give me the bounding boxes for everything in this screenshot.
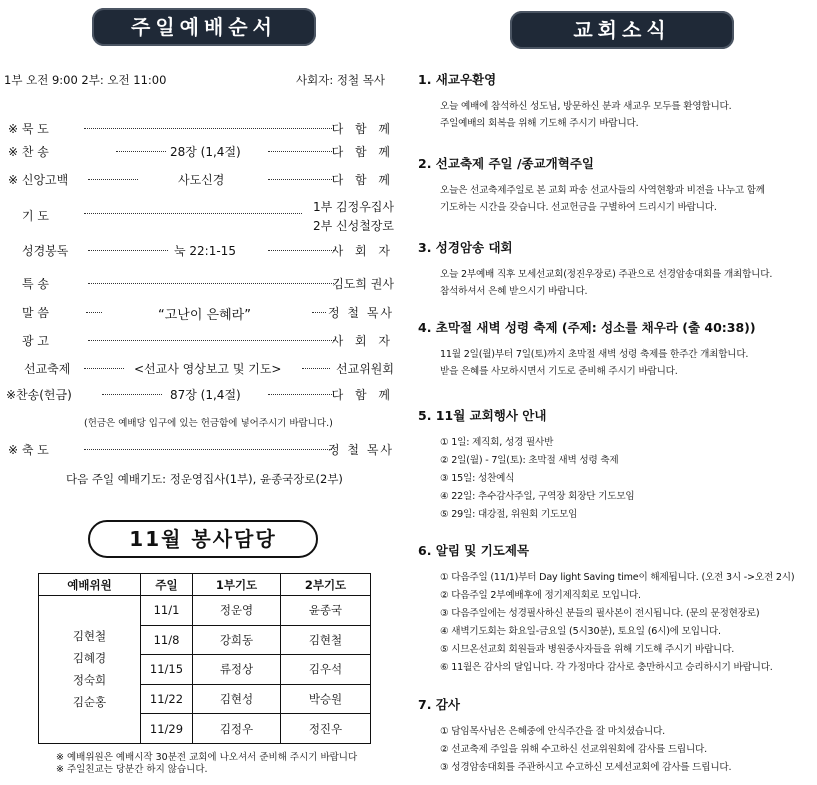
duty-date: 11/8 [141, 625, 193, 655]
list-item: ③ 성경암송대회를 주관하시고 수고하신 모세선교회에 감사를 드립니다. [440, 762, 732, 773]
news-section-events [418, 406, 808, 524]
section-line: 받을 은혜를 사모하시면서 기도로 준비해 주시기 바랍니다. [440, 366, 678, 377]
news-section-thanks [418, 695, 808, 777]
duty-header: 2부기도 [281, 574, 371, 596]
duty-prayer-1: 김정우 [193, 714, 281, 744]
order-responsible-2: 2부 신성철장로 [312, 219, 394, 233]
committee-member: 김순홍 [72, 695, 107, 710]
order-row [6, 275, 394, 291]
order-label: ※ 묵 도 [8, 122, 49, 136]
news-section-announcements [418, 541, 808, 677]
worship-order-title: 주일예배순서 [92, 8, 316, 46]
leader-dots [116, 143, 166, 152]
order-responsible: 다 함 께 [331, 122, 394, 136]
duty-prayer-1: 김현성 [193, 684, 281, 714]
leader-dots [88, 332, 334, 341]
duty-header: 1부기도 [193, 574, 281, 596]
leader-dots [302, 360, 330, 369]
section-heading: 1. 새교우환영 [418, 72, 497, 87]
duty-prayer-2: 정진우 [281, 714, 371, 744]
list-item: ③ 15일: 성찬예식 [440, 473, 515, 484]
order-row [6, 360, 394, 376]
list-item: ② 다음주일 2부예배후에 정기제직회로 모입니다. [440, 590, 641, 601]
order-label: ※찬송(헌금) [6, 388, 72, 402]
order-label: ※ 신앙고백 [8, 173, 69, 187]
section-heading: 4. 초막절 새벽 성령 축제 (주제: 성소를 채우라 (출 40:38)) [418, 320, 756, 335]
duty-date: 11/29 [141, 714, 193, 744]
order-responsible: 1부 김정우집사 [312, 200, 394, 214]
duty-notes [56, 752, 357, 776]
section-heading: 6. 알림 및 기도제목 [418, 543, 530, 558]
leader-dots [102, 386, 162, 395]
presider: 사회자: 정철 목사 [296, 73, 385, 87]
news-section-mission-festival [418, 154, 808, 216]
leader-dots [88, 242, 168, 251]
committee-member: 김현철 [72, 629, 107, 644]
list-item: ③ 다음주일에는 성경필사하신 분들의 필사본이 전시됩니다. (문의 문정현장로) [440, 608, 760, 619]
duty-prayer-1: 정운영 [193, 596, 281, 626]
church-news-title: 교회소식 [510, 11, 734, 49]
order-responsible: 다 함 께 [331, 388, 394, 402]
order-row [6, 441, 394, 457]
section-line: 오늘은 선교축제주일로 본 교회 파송 선교사들의 사역현황과 비전을 나누고 함께 [440, 185, 765, 196]
section-line: 오늘 2부예배 직후 모세선교회(정진우장로) 주관으로 선경암송대회를 개최합니다. [440, 269, 773, 280]
order-responsible: 김도희 권사 [332, 277, 394, 291]
leader-dots [88, 275, 334, 284]
next-week-prayer: 다음 주일 예배기도: 정운영집사(1부), 윤종국장로(2부) [66, 472, 343, 486]
leader-dots [88, 171, 138, 180]
table-row [39, 596, 371, 626]
sermon-title: “고난이 은혜라” [158, 308, 251, 323]
list-item: ④ 22일: 추수감사주일, 구역장 회장단 기도모임 [440, 491, 635, 502]
duty-prayer-2: 김우석 [281, 655, 371, 685]
leader-dots [86, 304, 102, 313]
order-responsible: 사 회 자 [331, 244, 394, 258]
order-row [6, 304, 394, 323]
committee-member: 김혜경 [72, 651, 107, 666]
order-content: <선교사 영상보고 및 기도> [134, 362, 282, 376]
order-content: 사도신경 [178, 173, 225, 187]
news-section-recitation [418, 238, 808, 300]
duty-prayer-2: 김현철 [281, 625, 371, 655]
section-line: 기도하는 시간을 갖습니다. 선교헌금을 구별하여 드리시기 바랍니다. [440, 202, 717, 213]
duty-table [38, 573, 371, 744]
order-label: 선교축제 [24, 362, 71, 376]
order-responsible: 다 함 께 [331, 173, 394, 187]
order-row [6, 242, 394, 258]
section-line: 11월 2일(월)부터 7일(토)까지 초막절 새벽 성령 축제를 한주간 개최합니다. [440, 349, 749, 360]
leader-dots [268, 242, 334, 251]
order-responsible: 사 회 자 [331, 334, 394, 348]
leader-dots [312, 304, 326, 313]
order-label: 기 도 [22, 209, 49, 223]
order-label: 말 씀 [22, 306, 49, 320]
list-item: ① 다음주일 (11/1)부터 Day light Saving time이 해제됩니다. (오전 3시 ->오전 2시) [440, 572, 795, 583]
duty-note: ※ 예배위원은 예배시작 30분전 교회에 나오셔서 준비해 주시기 바랍니다 [56, 752, 358, 763]
duty-title: 11월 봉사담당 [88, 520, 318, 558]
leader-dots [84, 441, 332, 450]
order-responsible: 정 철 목사 [328, 443, 394, 457]
committee-members [39, 596, 141, 744]
list-item: ⑤ 시므온선교회 회원들과 병원중사자들을 위해 기도해 주시기 바랍니다. [440, 644, 735, 655]
order-row [6, 332, 394, 348]
list-item: ① 담임목사님은 은혜중에 안식주간을 잘 마치셨습니다. [440, 726, 665, 737]
leader-dots [268, 386, 334, 395]
list-item: ④ 새벽기도회는 화요일-금요일 (5시30분), 토요일 (6시)에 모입니다. [440, 626, 721, 637]
news-section-dawn-festival [418, 318, 808, 380]
order-responsible: 정 철 목사 [328, 306, 394, 320]
order-responsible: 선교위원회 [336, 362, 394, 376]
duty-date: 11/15 [141, 655, 193, 685]
committee-member: 정숙희 [72, 673, 107, 688]
duty-prayer-2: 박승원 [281, 684, 371, 714]
duty-prayer-1: 류정상 [193, 655, 281, 685]
duty-header: 예배위원 [39, 574, 141, 596]
order-row [6, 143, 394, 159]
news-section-welcome [418, 70, 808, 132]
duty-header-row [39, 574, 371, 596]
leader-dots [84, 120, 334, 129]
section-heading: 5. 11월 교회행사 안내 [418, 408, 547, 423]
order-label: 광 고 [22, 334, 49, 348]
order-label: 특 송 [22, 277, 49, 291]
list-item: ① 1일: 제직회, 성경 필사반 [440, 437, 554, 448]
order-content: 28장 (1,4절) [170, 145, 241, 159]
list-item: ⑥ 11월은 감사의 달입니다. 각 가정마다 감사로 충만하시고 승리하시기 바랍니다. [440, 662, 773, 673]
duty-prayer-1: 강희동 [193, 625, 281, 655]
leader-dots [84, 360, 124, 369]
section-heading: 3. 성경암송 대회 [418, 240, 513, 255]
offering-note: (헌금은 예배당 입구에 있는 헌금함에 넣어주시기 바랍니다.) [84, 418, 333, 429]
order-content: 눅 22:1-15 [174, 244, 236, 258]
section-heading: 2. 선교축제 주일 /종교개혁주일 [418, 156, 594, 171]
order-content: 87장 (1,4절) [170, 388, 241, 402]
section-line: 오늘 예배에 참석하신 성도님, 방문하신 분과 새교우 모두를 환영합니다. [440, 101, 732, 112]
order-label: 성경봉독 [22, 244, 69, 258]
leader-dots [268, 171, 334, 180]
duty-note: ※ 주일친교는 당분간 하지 않습니다. [56, 764, 208, 775]
duty-prayer-2: 윤종국 [281, 596, 371, 626]
order-label: ※ 축 도 [8, 443, 49, 457]
order-row [6, 171, 394, 187]
duty-header: 주일 [141, 574, 193, 596]
order-row [6, 198, 394, 234]
section-line: 주일예배의 회복을 위해 기도해 주시기 바랍니다. [440, 118, 639, 129]
service-times: 1부 오전 9:00 2부: 오전 11:00 [4, 73, 167, 87]
section-line: 참석하셔서 은혜 받으시기 바랍니다. [440, 286, 588, 297]
section-heading: 7. 감사 [418, 697, 460, 712]
leader-dots [268, 143, 334, 152]
order-responsible: 다 함 께 [331, 145, 394, 159]
order-row [6, 120, 394, 136]
list-item: ② 2일(월) - 7일(토): 초막절 새벽 성령 축제 [440, 455, 619, 466]
order-row [6, 386, 394, 402]
leader-dots [84, 205, 302, 214]
duty-date: 11/22 [141, 684, 193, 714]
list-item: ⑤ 29일: 대강절, 위원회 기도모임 [440, 509, 578, 520]
order-label: ※ 찬 송 [8, 145, 49, 159]
duty-date: 11/1 [141, 596, 193, 626]
list-item: ② 선교축제 주일을 위해 수고하신 선교위원회에 감사를 드립니다. [440, 744, 707, 755]
